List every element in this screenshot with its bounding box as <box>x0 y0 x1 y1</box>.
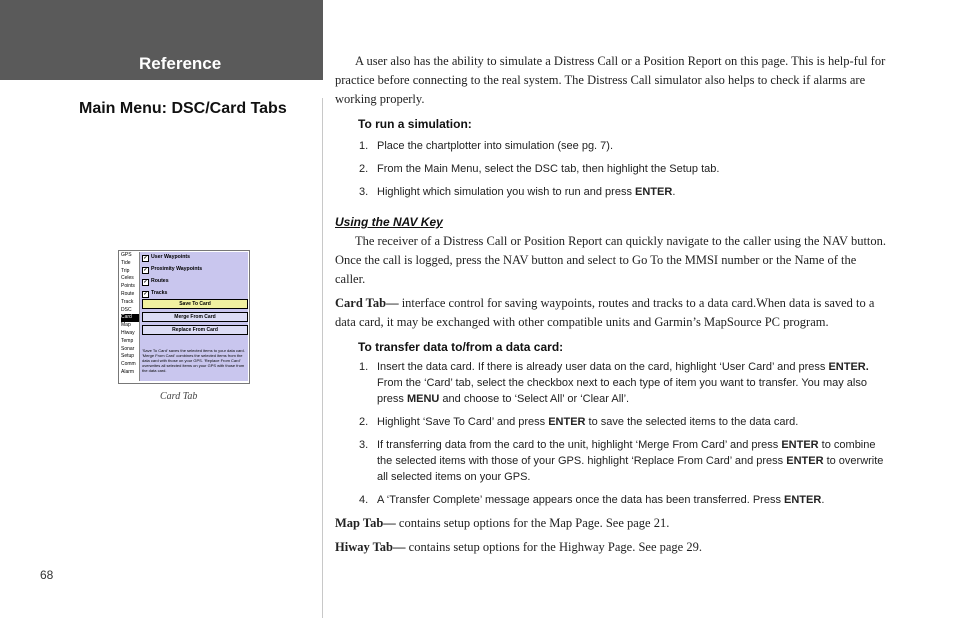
column-divider <box>322 98 323 618</box>
list-item: 2. From the Main Menu, select the DSC tab, then highlight the Setup tab. <box>359 163 720 175</box>
card-tab-screenshot <box>118 250 250 384</box>
menu-item: Trip <box>121 267 130 274</box>
list-item: 2. Highlight ‘Save To Card’ and press ENTER to save the selected items to the data card. <box>359 416 799 428</box>
menu-item: Sonar <box>121 345 135 352</box>
menu-item: Tide <box>121 259 131 266</box>
checkbox-user-waypoints: ✓ User Waypoints <box>143 254 191 261</box>
replace-from-card-button: Replace From Card <box>142 325 248 335</box>
checkbox-routes: ✓ Routes <box>143 278 169 285</box>
list-item: 3. Highlight which simulation you wish to run and press ENTER. <box>359 186 676 198</box>
transfer-steps <box>335 359 887 508</box>
list-item: 4. A ‘Transfer Complete’ message appears once the data has been transferred. Press ENTER. <box>359 494 825 506</box>
body-column <box>335 52 887 557</box>
transfer-heading: To transfer data to/from a data card: <box>358 340 564 354</box>
figure-caption: Card Tab <box>160 391 198 402</box>
check-icon: ✓ <box>143 267 148 273</box>
menu-item: Points <box>121 283 135 290</box>
page-title: Main Menu: DSC/Card Tabs <box>79 100 287 117</box>
reference-tab-header <box>0 0 323 80</box>
check-icon: ✓ <box>143 291 148 297</box>
menu-item: Temp <box>121 337 134 344</box>
tab-menu <box>121 252 139 377</box>
nav-paragraph: The receiver of a Distress Call or Position Report can quickly navigate to the caller using the NAV button. Once the call is logged, press the NAV button and select to Go To the MMSI number or the Name of the caller. <box>335 234 887 286</box>
menu-item: Map <box>121 322 131 329</box>
menu-item: Celes <box>121 275 134 282</box>
menu-item: Track <box>121 298 134 305</box>
menu-item: Comm <box>121 361 136 368</box>
menu-item: Setup <box>121 353 135 360</box>
card-tab-paragraph: Card Tab— interface control for saving waypoints, routes and tracks to a data card.When data is saved to a data card, it may be exchanged with other compatible units and Garmin’s MapSource PC program. <box>335 296 875 329</box>
check-icon: ✓ <box>143 255 148 261</box>
check-icon: ✓ <box>143 279 148 285</box>
merge-from-card-button: Merge From Card <box>142 312 248 322</box>
menu-item: DSC <box>121 306 132 313</box>
page-number: 68 <box>40 568 54 582</box>
list-item: 1. Insert the data card. If there is already user data on the card, highlight ‘User Card’ and press ENTER. From the ‘Card’ tab, select the checkbox next to each type of item you want to transfer. You may also press MENU and choose to ‘Select All’ or ‘Clear All’. <box>359 361 869 405</box>
card-panel <box>139 252 248 381</box>
menu-item: Route <box>121 290 135 297</box>
list-item: 3. If transferring data from the card to the unit, highlight ‘Merge From Card’ and press ENTER to combine the selected items with those of your GPS. highlight ‘Replace From Card’ and press ENTER to overwrite all selected items on your GPS. <box>359 439 884 483</box>
menu-item: GPS <box>121 252 132 258</box>
menu-item: Hiway <box>121 329 135 336</box>
menu-item: Alarm <box>121 368 135 375</box>
simulation-steps <box>335 138 887 200</box>
checkbox-tracks: ✓ Tracks <box>143 290 168 297</box>
hiway-tab-paragraph: Hiway Tab— contains setup options for the Highway Page. See page 29. <box>335 540 702 554</box>
save-to-card-button: Save To Card <box>142 299 248 309</box>
checkbox-proximity-waypoints: ✓ Proximity Waypoints <box>143 266 203 273</box>
list-item: 1. Place the chartplotter into simulation (see pg. 7). <box>359 140 614 152</box>
section-label: Reference <box>139 54 222 73</box>
simulation-heading: To run a simulation: <box>358 117 472 131</box>
menu-item-selected: Card <box>121 314 139 322</box>
nav-key-heading: Using the NAV Key <box>335 215 443 229</box>
help-note: 'Save To Card' saves the selected items to your data card. 'Merge From Card' combines the selected items from the data card with those on your GPS. 'Replace From Card' overwrites all selected items on your GPS with those from the data card. <box>142 348 245 373</box>
intro-paragraph: A user also has the ability to simulate a Distress Call or a Position Report on this page. This is help-ful for practice before connecting to the real system. The Distress Call simulator also helps to check if alarms are working properly. <box>335 54 886 106</box>
map-tab-paragraph: Map Tab— contains setup options for the Map Page. See page 21. <box>335 516 670 530</box>
